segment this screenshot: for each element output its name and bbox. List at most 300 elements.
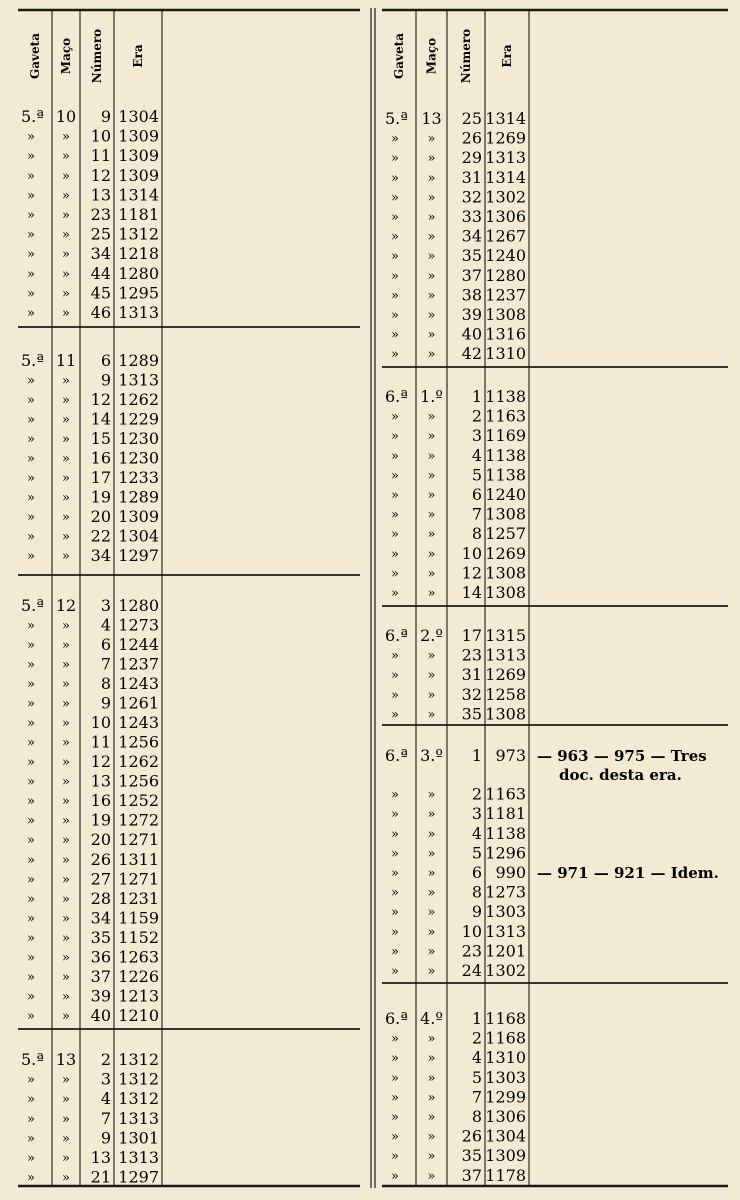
era-value: 1201 — [485, 941, 526, 961]
ditto-mark: » — [62, 930, 70, 946]
maco-value: 4.º — [420, 1009, 443, 1028]
ditto-mark: » — [62, 168, 70, 184]
ditto-mark: » — [27, 1092, 35, 1108]
era-value: 1263 — [118, 947, 159, 967]
era-value: 1304 — [118, 526, 159, 546]
maco-value: 10 — [55, 107, 77, 126]
numero-value: 6 — [100, 351, 111, 370]
ditto-mark: » — [27, 529, 35, 545]
ditto-mark: » — [427, 1051, 436, 1067]
numero-value: 16 — [90, 448, 111, 468]
era-value: 990 — [495, 863, 526, 882]
era-value: 1271 — [118, 869, 159, 889]
ditto-mark: » — [391, 648, 399, 664]
era-value: 1269 — [485, 665, 526, 685]
numero-value: 12 — [461, 563, 482, 583]
numero-value: 10 — [461, 543, 482, 563]
era-value: 1269 — [485, 128, 526, 148]
ditto-mark: » — [427, 1149, 436, 1165]
ditto-mark: » — [427, 944, 436, 960]
numero-value: 34 — [461, 226, 482, 246]
era-value: 1309 — [118, 165, 159, 185]
numero-value: 17 — [90, 468, 111, 487]
ditto-mark: » — [62, 1092, 70, 1108]
numero-value: 6 — [471, 485, 482, 504]
ditto-mark: » — [427, 964, 436, 979]
era-value: 1168 — [485, 1009, 526, 1028]
era-value: 1261 — [118, 693, 159, 713]
numero-value: 7 — [471, 504, 482, 524]
numero-value: 5 — [471, 843, 482, 863]
era-value: 1308 — [485, 583, 526, 602]
ditto-mark: » — [391, 170, 399, 186]
gaveta-value: 6.ª — [385, 626, 408, 645]
era-value: 1210 — [118, 1005, 159, 1025]
ditto-mark: » — [427, 787, 436, 803]
maco-value: 13 — [55, 1050, 77, 1069]
era-value: 1299 — [485, 1087, 526, 1107]
ditto-mark: » — [427, 707, 436, 723]
era-value: 1152 — [118, 927, 159, 947]
era-value: 1138 — [485, 387, 526, 406]
header-gaveta: Gaveta — [392, 33, 406, 79]
ditto-mark: » — [27, 266, 35, 282]
era-value: 1313 — [485, 921, 526, 941]
numero-value: 29 — [461, 148, 482, 168]
ditto-mark: » — [62, 227, 70, 243]
numero-value: 4 — [471, 1048, 482, 1068]
numero-value: 6 — [100, 635, 111, 655]
numero-value: 12 — [90, 752, 111, 772]
era-value: 1138 — [485, 445, 526, 465]
era-value: 1312 — [118, 1050, 159, 1069]
ditto-mark: » — [427, 448, 436, 464]
era-value: 1308 — [485, 704, 526, 724]
ditto-mark: » — [27, 657, 35, 673]
maco-value: 11 — [55, 351, 77, 370]
gaveta-value: 6.ª — [385, 746, 408, 765]
era-value: 1296 — [485, 843, 526, 863]
era-value: 1306 — [485, 1107, 526, 1126]
numero-value: 46 — [90, 303, 111, 322]
ditto-mark: » — [391, 1129, 399, 1145]
numero-value: 1 — [471, 1009, 482, 1028]
numero-value: 23 — [461, 645, 482, 665]
ditto-mark: » — [427, 527, 436, 543]
ditto-mark: » — [27, 208, 35, 223]
numero-value: 31 — [461, 167, 482, 187]
ditto-mark: » — [27, 1008, 35, 1024]
era-value: 1303 — [485, 1067, 526, 1087]
ditto-mark: » — [427, 586, 436, 601]
era-value: 1303 — [485, 902, 526, 922]
numero-value: 16 — [90, 791, 111, 811]
ditto-mark: » — [27, 286, 35, 302]
ditto-mark: » — [62, 471, 70, 486]
ditto-mark: » — [62, 306, 70, 321]
era-value: 1229 — [118, 409, 159, 429]
ditto-mark: » — [391, 308, 399, 323]
ditto-mark: » — [427, 288, 436, 304]
numero-value: 9 — [100, 107, 111, 126]
numero-value: 3 — [100, 1069, 111, 1089]
header-era: Era — [131, 44, 145, 68]
era-value: 1267 — [485, 226, 526, 246]
header-numero: Número — [459, 28, 473, 84]
gaveta-value: 6.ª — [385, 387, 408, 406]
ditto-mark: » — [427, 648, 436, 664]
era-value: 1237 — [118, 654, 159, 674]
ditto-mark: » — [427, 268, 436, 284]
era-value: 1262 — [118, 752, 159, 772]
numero-value: 28 — [90, 888, 111, 908]
era-value: 1309 — [485, 1146, 526, 1166]
era-value: 1316 — [485, 324, 526, 344]
ditto-mark: » — [62, 129, 70, 145]
ditto-mark: » — [391, 1090, 399, 1106]
ditto-mark: » — [391, 787, 399, 803]
numero-value: 6 — [471, 863, 482, 882]
numero-value: 9 — [100, 1128, 111, 1148]
ditto-mark: » — [62, 618, 70, 634]
era-value: 1269 — [485, 543, 526, 563]
maco-value: 2.º — [420, 626, 443, 645]
ditto-mark: » — [427, 327, 436, 343]
ditto-mark: » — [427, 1168, 436, 1184]
numero-value: 3 — [100, 596, 111, 615]
column-divider — [371, 8, 375, 1188]
era-value: 1306 — [485, 207, 526, 226]
ditto-mark: » — [62, 412, 70, 428]
era-value: 1304 — [485, 1126, 526, 1146]
numero-value: 20 — [90, 830, 111, 850]
numero-value: 5 — [471, 1067, 482, 1087]
numero-value: 2 — [100, 1050, 111, 1069]
ditto-mark: » — [391, 347, 399, 363]
numero-value: 7 — [100, 1108, 111, 1128]
ditto-mark: » — [27, 735, 35, 751]
ditto-mark: » — [427, 668, 436, 684]
ditto-mark: » — [62, 696, 70, 712]
ditto-mark: » — [62, 657, 70, 673]
numero-value: 33 — [461, 207, 482, 226]
ditto-mark: » — [427, 826, 436, 842]
ditto-mark: » — [427, 866, 436, 881]
ditto-mark: » — [427, 905, 436, 921]
maco-value: 1.º — [420, 387, 443, 406]
numero-value: 35 — [461, 704, 482, 724]
ditto-mark: » — [427, 546, 436, 562]
ditto-mark: » — [62, 852, 70, 868]
ditto-mark: » — [62, 266, 70, 282]
numero-value: 4 — [471, 823, 482, 843]
ditto-mark: » — [62, 950, 70, 966]
ditto-mark: » — [62, 490, 70, 506]
ditto-mark: » — [27, 950, 35, 966]
ditto-mark: » — [391, 527, 399, 543]
era-value: 1297 — [118, 1167, 159, 1187]
ditto-mark: » — [62, 510, 70, 525]
ditto-mark: » — [27, 696, 35, 712]
ditto-mark: » — [27, 510, 35, 525]
ditto-mark: » — [62, 1111, 70, 1127]
ditto-mark: » — [427, 468, 436, 484]
ditto-mark: » — [391, 866, 399, 881]
ditto-mark: » — [27, 432, 35, 447]
ditto-mark: » — [391, 151, 399, 167]
numero-value: 3 — [471, 426, 482, 446]
gaveta-value: 5.ª — [21, 596, 44, 615]
ditto-mark: » — [427, 807, 436, 823]
numero-value: 9 — [100, 693, 111, 713]
era-value: 1138 — [485, 823, 526, 843]
numero-value: 37 — [90, 966, 111, 986]
ditto-mark: » — [27, 471, 35, 486]
era-value: 1309 — [118, 507, 159, 526]
ditto-mark: » — [27, 168, 35, 184]
ditto-mark: » — [391, 1070, 399, 1086]
numero-value: 37 — [461, 265, 482, 285]
ditto-mark: » — [391, 687, 399, 703]
era-value: 1257 — [485, 524, 526, 544]
era-value: 1313 — [118, 1148, 159, 1167]
ditto-mark: » — [391, 468, 399, 484]
maco-value: 13 — [421, 109, 442, 128]
era-value: 1272 — [118, 810, 159, 830]
numero-value: 4 — [100, 1089, 111, 1109]
ditto-mark: » — [62, 432, 70, 447]
numero-value: 1 — [471, 746, 482, 765]
numero-value: 9 — [100, 370, 111, 390]
ditto-mark: » — [391, 190, 399, 206]
numero-value: 14 — [90, 409, 111, 429]
ditto-mark: » — [27, 872, 35, 888]
era-value: 1237 — [485, 285, 526, 305]
era-value: 1308 — [485, 563, 526, 583]
maco-value: 12 — [55, 596, 77, 615]
era-value: 1280 — [485, 265, 526, 285]
numero-value: 19 — [90, 487, 111, 507]
ditto-mark: » — [427, 249, 436, 265]
ditto-mark: » — [427, 507, 436, 523]
ditto-mark: » — [62, 529, 70, 545]
numero-value: 15 — [90, 429, 111, 448]
gaveta-value: 5.ª — [21, 351, 44, 370]
ditto-mark: » — [391, 1051, 399, 1067]
numero-value: 3 — [471, 804, 482, 824]
era-value: 1301 — [118, 1128, 159, 1148]
header-gaveta: Gaveta — [28, 33, 42, 79]
ditto-mark: » — [427, 131, 436, 147]
ditto-mark: » — [27, 774, 35, 790]
numero-value: 35 — [90, 927, 111, 947]
numero-value: 37 — [461, 1165, 482, 1185]
ditto-mark: » — [427, 347, 436, 363]
ditto-mark: » — [427, 409, 436, 425]
ditto-mark: » — [391, 131, 399, 147]
ditto-mark: » — [427, 190, 436, 206]
gaveta-value: 5.ª — [385, 109, 408, 128]
ditto-mark: » — [27, 989, 35, 1005]
ditto-mark: » — [27, 373, 35, 389]
era-value: 1243 — [118, 713, 159, 733]
era-value: 1226 — [118, 966, 159, 986]
ditto-mark: » — [27, 969, 35, 985]
era-value: 1312 — [118, 1089, 159, 1109]
ditto-mark: » — [62, 911, 70, 927]
ditto-mark: » — [427, 308, 436, 323]
ditto-mark: » — [62, 1131, 70, 1147]
numero-value: 31 — [461, 665, 482, 685]
ditto-mark: » — [27, 1170, 35, 1186]
era-value: 1313 — [118, 1108, 159, 1128]
numero-value: 25 — [90, 224, 111, 244]
ditto-mark: » — [391, 1168, 399, 1184]
ditto-mark: » — [427, 210, 436, 225]
ditto-mark: » — [62, 208, 70, 223]
ditto-mark: » — [391, 707, 399, 723]
ditto-mark: » — [391, 964, 399, 979]
era-value: 1231 — [118, 888, 159, 908]
numero-value: 2 — [471, 406, 482, 426]
numero-value: 19 — [90, 810, 111, 830]
numero-value: 32 — [461, 187, 482, 207]
ditto-mark: » — [62, 833, 70, 849]
era-value: 1314 — [485, 109, 526, 128]
ditto-mark: » — [427, 229, 436, 245]
ditto-mark: » — [427, 1129, 436, 1145]
numero-value: 5 — [471, 465, 482, 485]
right-table-column — [382, 10, 728, 1186]
numero-value: 39 — [90, 986, 111, 1006]
ditto-mark: » — [62, 393, 70, 408]
ditto-mark: » — [62, 891, 70, 907]
era-value: 1280 — [118, 263, 159, 283]
era-value: 1309 — [118, 146, 159, 166]
era-value: 1271 — [118, 830, 159, 850]
numero-value: 35 — [461, 1146, 482, 1166]
era-value: 1302 — [485, 187, 526, 207]
numero-value: 26 — [461, 1126, 482, 1146]
ditto-mark: » — [391, 409, 399, 425]
era-value: 1240 — [485, 246, 526, 266]
gaveta-value: 5.ª — [21, 107, 44, 126]
numero-value: 8 — [100, 674, 111, 694]
ditto-mark: » — [27, 1072, 35, 1088]
numero-value: 17 — [461, 626, 482, 645]
ditto-mark: » — [62, 247, 70, 263]
era-value: 1313 — [485, 148, 526, 168]
ditto-mark: » — [62, 451, 70, 467]
era-value: 1310 — [485, 344, 526, 364]
maco-value: 3.º — [420, 746, 443, 765]
ditto-mark: » — [27, 306, 35, 321]
era-value: 1273 — [485, 882, 526, 902]
era-value: 1262 — [118, 390, 159, 409]
ditto-mark: » — [62, 774, 70, 790]
ditto-mark: » — [27, 549, 35, 564]
ditto-mark: » — [27, 490, 35, 506]
era-value: 1295 — [118, 283, 159, 303]
ditto-mark: » — [62, 969, 70, 985]
era-value: 1244 — [118, 635, 159, 655]
ditto-mark: » — [62, 872, 70, 888]
era-value: 1159 — [118, 908, 159, 928]
ditto-mark: » — [62, 1151, 70, 1166]
numero-value: 20 — [90, 507, 111, 526]
era-value: 1256 — [118, 771, 159, 791]
numero-value: 8 — [471, 524, 482, 544]
ditto-mark: » — [27, 129, 35, 145]
ditto-mark: » — [62, 794, 70, 810]
ditto-mark: » — [427, 1110, 436, 1125]
ditto-mark: » — [27, 638, 35, 654]
ditto-mark: » — [27, 891, 35, 907]
ditto-mark: » — [27, 930, 35, 946]
ditto-mark: » — [427, 924, 436, 940]
numero-value: 13 — [90, 771, 111, 791]
numero-value: 10 — [461, 921, 482, 941]
era-value: 1233 — [118, 468, 159, 487]
ditto-mark: » — [27, 852, 35, 868]
ditto-mark: » — [427, 170, 436, 186]
ditto-mark: » — [27, 412, 35, 428]
ditto-mark: » — [391, 546, 399, 562]
numero-value: 42 — [461, 344, 482, 364]
era-value: 1311 — [118, 849, 159, 869]
numero-value: 11 — [90, 732, 111, 752]
era-value: 1297 — [118, 546, 159, 565]
numero-value: 44 — [90, 263, 111, 283]
ditto-mark: » — [62, 735, 70, 751]
ditto-mark: » — [427, 1090, 436, 1106]
ditto-mark: » — [27, 677, 35, 693]
numero-value: 10 — [90, 713, 111, 733]
era-value: 1308 — [485, 504, 526, 524]
numero-value: 12 — [90, 165, 111, 185]
era-value: 1313 — [118, 370, 159, 390]
numero-value: 8 — [471, 882, 482, 902]
ditto-mark: » — [27, 149, 35, 165]
numero-value: 26 — [461, 128, 482, 148]
era-value: 1312 — [118, 224, 159, 244]
era-value: 1240 — [485, 485, 526, 504]
ditto-mark: » — [62, 1170, 70, 1186]
numero-value: 2 — [471, 1028, 482, 1048]
era-value: 973 — [495, 746, 526, 765]
header-maco: Maço — [59, 37, 73, 75]
era-value: 1289 — [118, 351, 159, 370]
numero-value: 1 — [471, 387, 482, 406]
numero-value: 13 — [90, 185, 111, 205]
ditto-mark: » — [27, 716, 35, 732]
ditto-mark: » — [62, 286, 70, 302]
ditto-mark: » — [391, 288, 399, 304]
ditto-mark: » — [427, 566, 436, 582]
ditto-mark: » — [27, 813, 35, 829]
era-note: — 963 — 975 — Tres — [537, 747, 707, 765]
ditto-mark: » — [391, 327, 399, 343]
ditto-mark: » — [62, 1008, 70, 1024]
numero-value: 40 — [461, 324, 482, 344]
era-value: 1230 — [118, 429, 159, 448]
ditto-mark: » — [427, 885, 436, 901]
era-value: 1310 — [485, 1048, 526, 1068]
era-value: 1169 — [485, 426, 526, 446]
ditto-mark: » — [391, 668, 399, 684]
era-value: 1312 — [118, 1069, 159, 1089]
era-value: 1302 — [485, 961, 526, 980]
